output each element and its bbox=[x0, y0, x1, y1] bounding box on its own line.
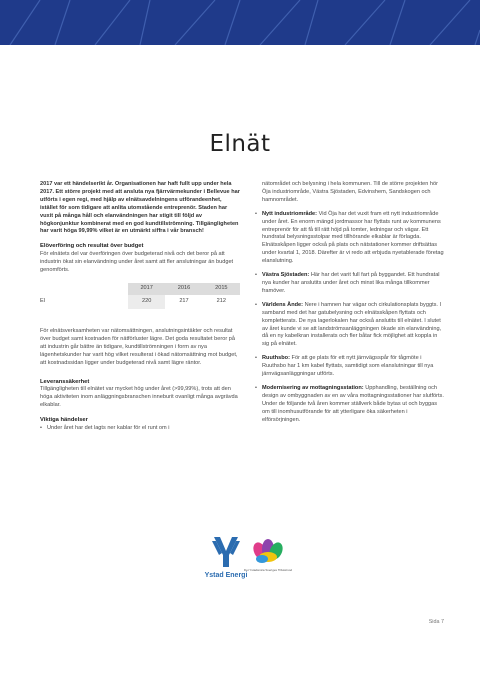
header-band bbox=[0, 0, 480, 45]
decorative-lines-icon bbox=[0, 0, 480, 45]
partner-logo-icon bbox=[251, 539, 285, 563]
ystad-energi-logo bbox=[0, 533, 480, 583]
result-text: För elnätsverksamheten var nätomsättningen, anslutningsintäkter och resultat över budget samt kostnaden för nätförluster lägre. Det goda resultatet beror på att industrin går bättre än tidigare, kundtillströmningen i form av nya lägenhetskunder har varit hög vilket resulterat i ökad nätomsättning mot budget, att kostnadssidan ligger under budgeterad nivå samt lägre räntor. bbox=[40, 327, 238, 366]
bullet-icon: • bbox=[255, 355, 257, 362]
continuation-text: nätområdet och belysning i hela kommunen. Till de större projekten hör Öja industriområde, Västra Sjöstaden, Edvinshem, Sandskogen och hamnområdet. bbox=[262, 181, 438, 203]
logo-area bbox=[0, 533, 480, 583]
ystad-logo-text: Ystad Energi bbox=[204, 572, 248, 579]
budget-table bbox=[40, 283, 240, 309]
bullet-icon: • bbox=[255, 210, 257, 217]
year-header: 2015 bbox=[203, 283, 240, 295]
bullet-text: För att ge plats för ett nytt järnvägsspår för tågmöte i Ruuthsbo har 1 km kabel flyttats, samtidigt som elanslutningar till nya järnvägsanläggningar utförts. bbox=[262, 355, 434, 378]
budget-text: För elnätets del var överföringen över budgeterad nivå och det beror på att industrin ökat sin elanvändning under året samt att fler anslutningar än budget genomförts. bbox=[40, 251, 234, 274]
partner-logo-text: Det Ystadsnära Sveriges Tillväxtnod bbox=[243, 568, 293, 572]
bullet-icon: • bbox=[40, 425, 42, 432]
list-item bbox=[255, 355, 445, 379]
list-item bbox=[255, 302, 445, 349]
page-title: Elnät bbox=[209, 131, 271, 157]
bullet-label: Modernisering av mottagningsstation: bbox=[262, 384, 364, 391]
table-cell: 217 bbox=[179, 298, 189, 305]
page-number: Sida 7 bbox=[428, 619, 444, 625]
bullet-icon: • bbox=[255, 301, 257, 308]
bullet-text: Under året har det lagts ner kablar för el runt om i bbox=[47, 425, 170, 432]
bullet-text: Här har det varit full fart på byggandet. Ett hundratal nya kunder har anslutits under året och minst lika många tillkommer framöver. bbox=[262, 272, 440, 294]
table-row bbox=[40, 295, 240, 309]
left-column bbox=[40, 181, 240, 439]
ystad-symbol-icon bbox=[212, 537, 240, 567]
year-header: 2017 bbox=[128, 283, 165, 295]
bullet-text: Vid Öja har det vuxit fram ett nytt industriområde under året. En enorm mängd jordmassor har flyttats runt av kommunens entreprenör för att få till rätt höjd på tomter, ledningar och vägar. Ett hundratal belysningsstolpar med tillhörande elkablar är förlagda. Elnätsskåpen ligger också på plats och nätstationer kommer driftsättas under kvartal 1, 2018. Därefter är vi redo att erbjuda nyetablerade företag elanslutning. bbox=[262, 210, 444, 265]
year-header: 2016 bbox=[165, 283, 202, 295]
list-item bbox=[40, 425, 240, 433]
bullet-text: Nere i hamnen har vägar och cirkulationsplats byggts. I samband med det har gatubelysning och elnätsskåpen flyttats och kompletterats. De nya lagerlokalen har också anslutits till elnätet. I slutet av året kunde vi se att landströmsanläggningen ökade sin elanvändning, då en ny kabelkran installerats och fler båtar fick möjlighet att koppla in sig på elnätet. bbox=[262, 301, 442, 348]
bullet-text: Upphandling, beställning och design av ombyggnaden av en av våra mottagningsstationer har slutförts. Under de följande två åren kommer ställverk både bytas ut och byggas om till inomhusutförande för att ytterligare öka säkerheten i elförsörjningen. bbox=[262, 384, 444, 423]
bullet-icon: • bbox=[255, 272, 257, 279]
list-item bbox=[255, 385, 445, 425]
right-column bbox=[255, 181, 445, 430]
budget-heading: Elöverföring och resultat över budget bbox=[40, 243, 144, 250]
bullet-label: Ruuthsbo: bbox=[262, 355, 290, 362]
row-label: El bbox=[40, 298, 45, 305]
bullet-label: Världens Ände: bbox=[262, 301, 304, 308]
delivery-heading: Leveranssäkerhet bbox=[40, 378, 90, 385]
delivery-text: Tillgängligheten till elnätet var mycket hög under året (>99,99%), trots att den höga aktiviteten inom anläggningsbranschen inneburit ovanligt många avgrävda elkablar. bbox=[40, 386, 238, 409]
table-corner bbox=[40, 283, 128, 295]
events-heading: Viktiga händelser bbox=[40, 417, 88, 424]
list-item bbox=[255, 272, 445, 296]
list-item bbox=[255, 211, 445, 266]
intro-paragraph: 2017 var ett händelserikt år. Organisationen har haft fullt upp under hela 2017. Ett större projekt med att ansluta nya fjärrvärmekunder i Bellevue har utförts i egen regi, med hjälp av elnätsavdelningens utförandeenhet, istället för som tidigare att anlita utomstående entreprenör. Staden har vuxit på många håll och elanvändningen har stigit till följd av högkonjunktur kombinerat med en god kundtillströmning. Tillgängligheten har varit höga 99,99% vilket är en utmärkt siffra i vår bransch! bbox=[40, 181, 240, 235]
table-cell: 212 bbox=[216, 298, 226, 305]
table-cell: 220 bbox=[128, 295, 165, 309]
bullet-label: Västra Sjöstaden: bbox=[262, 272, 310, 279]
bullet-label: Nytt industriområde: bbox=[262, 210, 318, 217]
bullet-icon: • bbox=[255, 384, 257, 391]
